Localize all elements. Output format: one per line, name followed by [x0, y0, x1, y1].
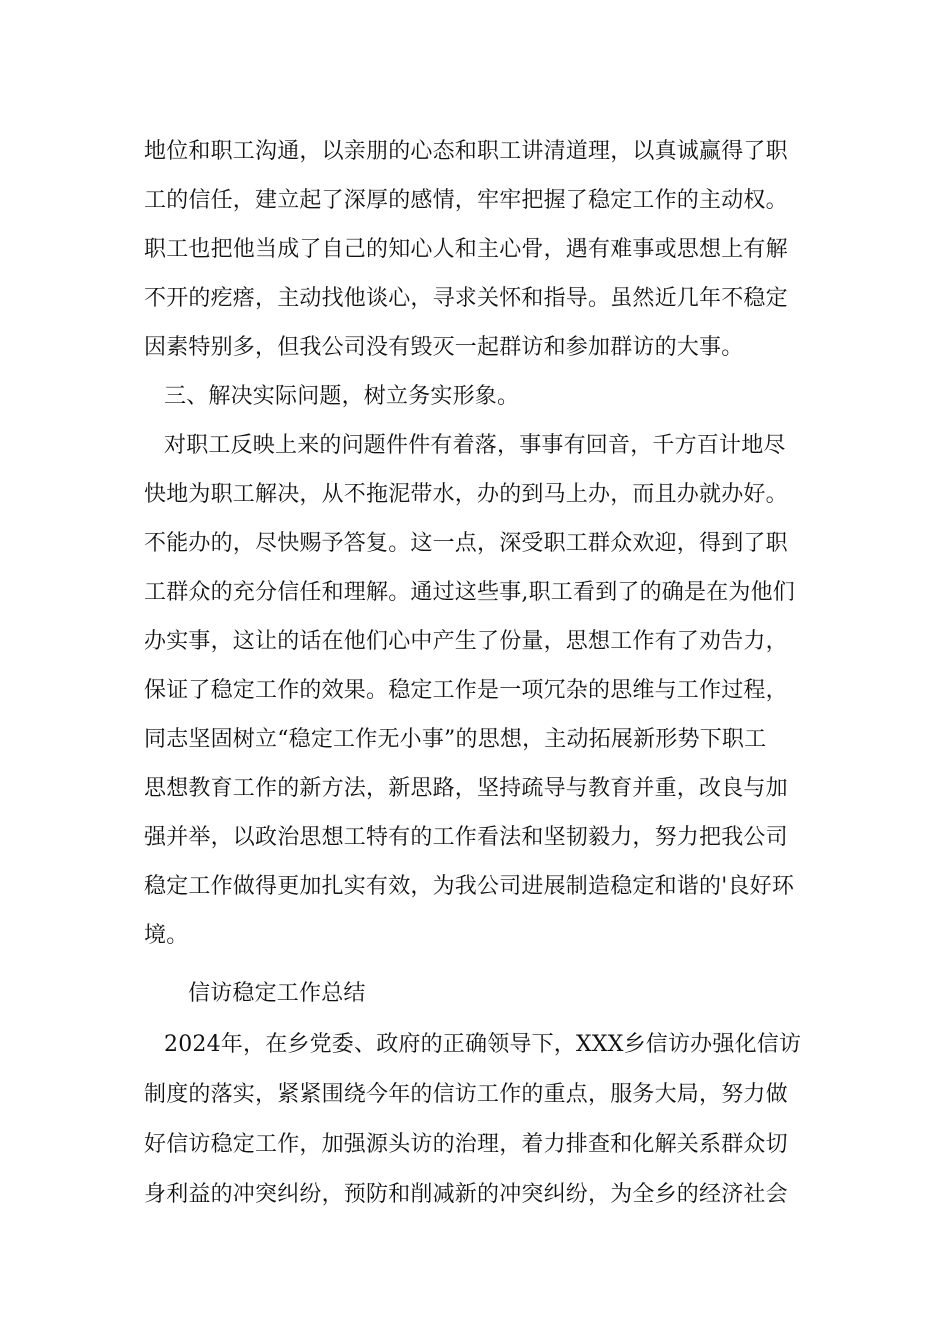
- body-text-line: 工群众的充分信任和理解。通过这些事,职工看到了的确是在为他们: [144, 580, 795, 605]
- body-text-line: 强并举，以政治思想工特有的工作看法和坚韧毅力，努力把我公司: [144, 825, 788, 850]
- body-text-line: 境。: [144, 923, 189, 948]
- body-text-line: 不能办的，尽快赐予答复。这一点，深受职工群众欢迎，得到了职: [144, 531, 788, 556]
- body-text-line: 稳定工作做得更加扎实有效，为我公司进展制造稳定和谐的'良好环: [144, 874, 795, 899]
- body-text-line: 不开的疙瘩，主动找他谈心，寻求关怀和指导。虽然近几年不稳定: [144, 286, 788, 311]
- body-text-line: 保证了稳定工作的效果。稳定工作是一项冗杂的思维与工作过程，: [144, 678, 788, 703]
- body-text-line: 职工也把他当成了自己的知心人和主心骨，遇有难事或思想上有解: [144, 237, 788, 262]
- body-text-line: 工的信任，建立起了深厚的感情，牢牢把握了稳定工作的主动权。: [144, 188, 788, 213]
- body-text-line: 因素特别多，但我公司没有毁灭一起群访和参加群访的大事。: [144, 335, 744, 360]
- body-text-line: 2024年，在乡党委、政府的正确领导下，XXX乡信访办强化信访: [164, 1032, 802, 1057]
- document-title: 信访稳定工作总结: [188, 981, 366, 1006]
- body-text-line: 办实事，这让的话在他们心中产生了份量，思想工作有了劝告力，: [144, 629, 788, 654]
- body-text-line: 快地为职工解决，从不拖泥带水，办的到马上办，而且办就办好。: [144, 482, 788, 507]
- body-text-line: 制度的落实，紧紧围绕今年的信访工作的重点，服务大局，努力做: [144, 1082, 788, 1107]
- body-text-line: 好信访稳定工作，加强源头访的治理，着力排查和化解关系群众切: [144, 1132, 788, 1157]
- section-heading: 三、解决实际问题，树立务实形象。: [164, 384, 520, 409]
- body-text-line: 同志坚固树立“稳定工作无小事”的思想，主动拓展新形势下职工: [144, 727, 767, 752]
- body-text-line: 身利益的冲突纠纷，预防和削减新的冲突纠纷，为全乡的经济社会: [144, 1182, 788, 1207]
- body-text-line: 地位和职工沟通，以亲朋的心态和职工讲清道理，以真诚赢得了职: [144, 139, 788, 164]
- body-text-line: 思想教育工作的新方法，新思路，坚持疏导与教育并重，改良与加: [144, 776, 788, 801]
- body-text-line: 对职工反映上来的问题件件有着落，事事有回音，千方百计地尽: [164, 433, 786, 458]
